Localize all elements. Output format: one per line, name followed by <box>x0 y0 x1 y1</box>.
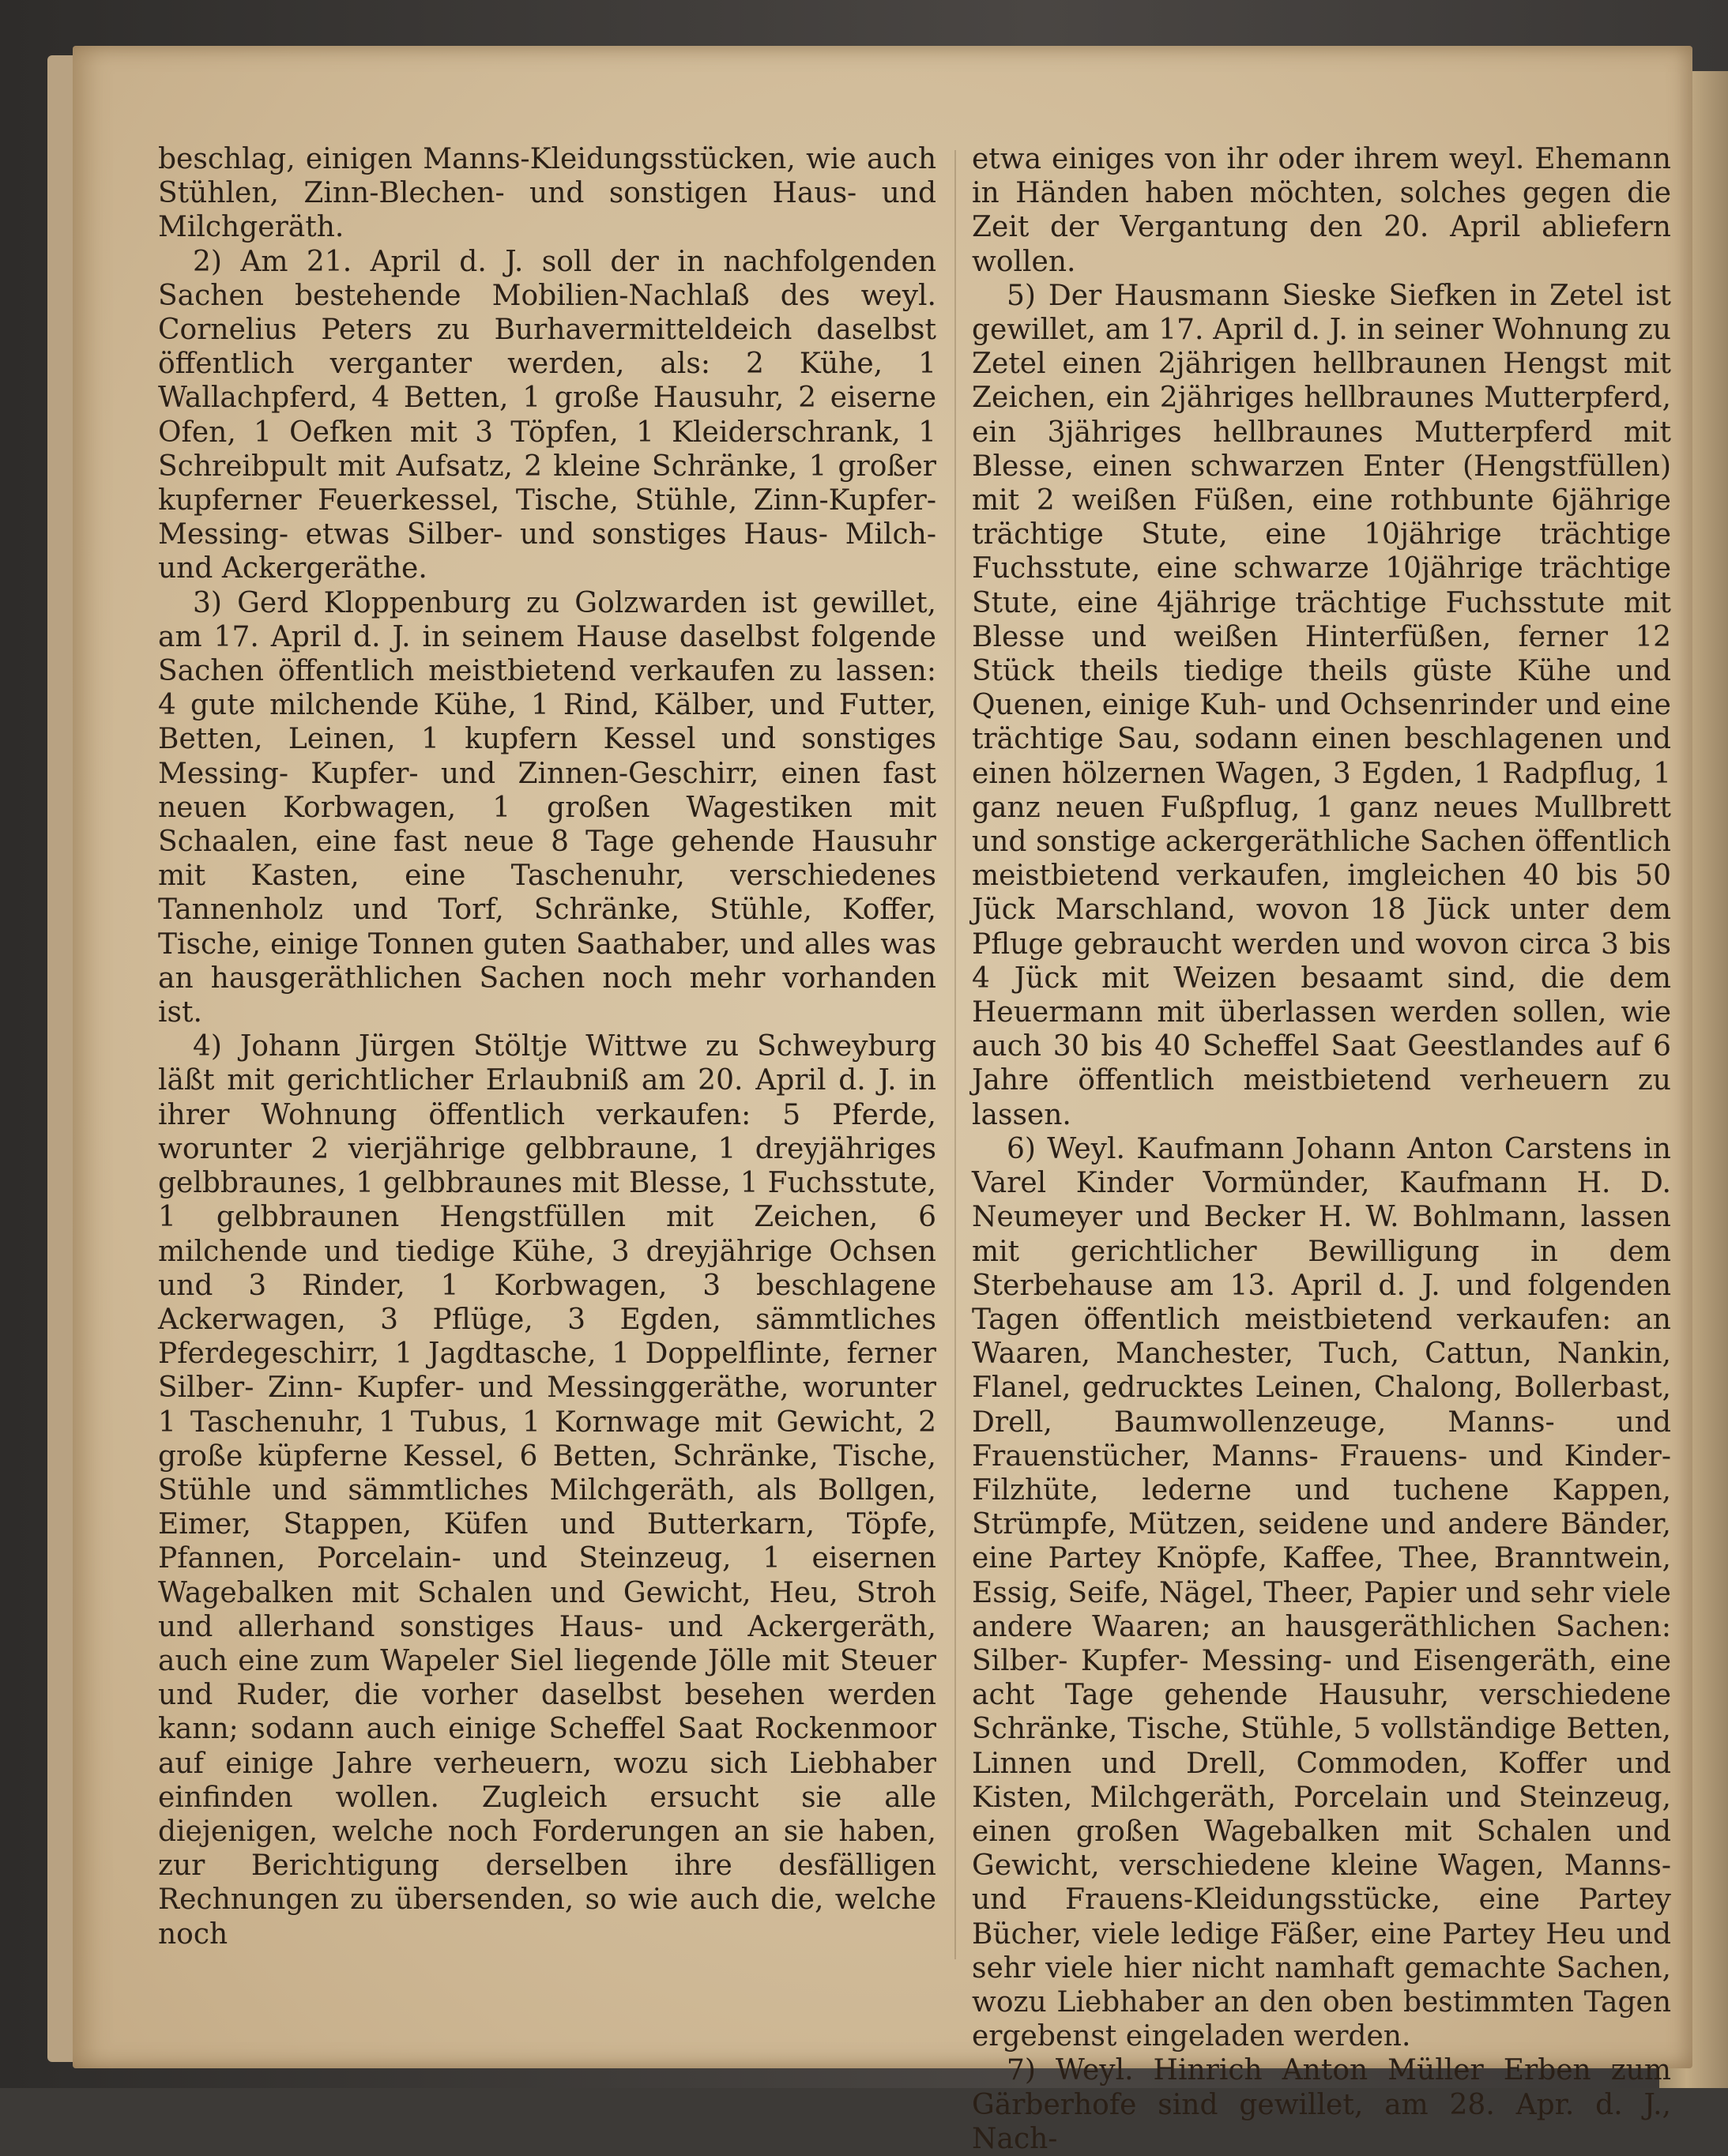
paragraph-item-3: 3) Gerd Kloppenburg zu Golzwarden ist gewillet, am 17. April d. J. in seinem Hause daselbst folgende Sachen öffentlich meistbietend verkaufen zu lassen: 4 gute milchende Kühe, 1 Rind, Kälber, und Futter, Betten, Leinen, 1 kupfern Kessel und sonstiges Messing- Kupfer- und Zinnen-Geschirr, einen fast neuen Korbwagen, 1 großen Wagestiken mit Schaalen, eine fast neue 8 Tage gehende Hausuhr mit Kasten, eine Taschenuhr, verschiedenes Tannenholz und Torf, Schränke, Stühle, Koffer, Tische, einige Tonnen guten Saathaber, und alles was an hausgeräthlichen Sachen noch mehr vorhanden ist. <box>158 586 936 1029</box>
paragraph-item-4: 4) Johann Jürgen Stöltje Wittwe zu Schweyburg läßt mit gerichtlicher Erlaubniß am 20. April d. J. in ihrer Wohnung öffentlich verkaufen: 5 Pferde, worunter 2 vierjährige gelbbraune, 1 dreyjähriges gelbbraunes, 1 gelbbraunes mit Blesse, 1 Fuchsstute, 1 gelbbraunen Hengstfüllen mit Zeichen, 6 milchende und tiedige Kühe, 3 dreyjährige Ochsen und 3 Rinder, 1 Korbwagen, 3 beschlagene Ackerwagen, 3 Pflüge, 3 Egden, sämmtliches Pferdegeschirr, 1 Jagdtasche, 1 Doppelflinte, ferner Silber- Zinn- Kupfer- und Messinggeräthe, worunter 1 Taschenuhr, 1 Tubus, 1 Kornwage mit Gewicht, 2 große küpferne Kessel, 6 Betten, Schränke, Tische, Stühle und sämmtliches Milchgeräth, als Bollgen, Eimer, Stappen, Küfen und Butterkarn, Töpfe, Pfannen, Porcelain- und Steinzeug, 1 eisernen Wagebalken mit Schalen und Gewicht, Heu, Stroh und allerhand sonstiges Haus- und Ackergeräth, auch eine zum Wapeler Siel liegende Jölle mit Steuer und Ruder, die vorher daselbst besehen werden kann; sodann auch einige Scheffel Saat Rockenmoor auf einige Jahre verheuern, wozu sich Liebhaber einfinden wollen. Zugleich ersucht sie alle diejenigen, welche noch Forderungen an sie haben, zur Berichtigung derselben ihre desfälligen Rechnungen zu übersenden, so wie auch die, welche noch <box>158 1030 936 1951</box>
column-divider <box>954 150 956 1959</box>
paragraph-item-6: 6) Weyl. Kaufmann Johann Anton Carstens in Varel Kinder Vormünder, Kaufmann H. D. Neumeyer und Becker H. W. Bohlmann, lassen mit gerichtlicher Bewilligung in dem Sterbehause am 13. April d. J. und folgenden Tagen öffentlich meistbietend verkaufen: an Waaren, Manchester, Tuch, Cattun, Nankin, Flanel, gedrucktes Leinen, Chalong, Bollerbast, Drell, Baumwollenzeuge, Manns- und Frauenstücher, Manns- Frauens- und Kinder-Filzhüte, lederne und tuchene Kappen, Strümpfe, Mützen, seidene und andere Bänder, eine Partey Knöpfe, Kaffee, Thee, Branntwein, Essig, Seife, Nägel, Theer, Papier und sehr viele andere Waaren; an hausgeräthlichen Sachen: Silber- Kupfer- Messing- und Eisengeräth, eine acht Tage gehende Hausuhr, verschiedene Schränke, Tische, Stühle, 5 vollständige Betten, Linnen und Drell, Commoden, Koffer und Kisten, Milchgeräth, Porcelain und Steinzeug, einen großen Wagebalken mit Schalen und Gewicht, verschiedene kleine Wagen, Manns- und Frauens-Kleidungsstücke, eine Partey Bücher, viele ledige Fäßer, eine Partey Heu und sehr viele hier nicht namhaft gemachte Sachen, wozu Liebhaber an den oben bestimmten Tagen ergebenst eingeladen werden. <box>972 1132 1671 2053</box>
right-column <box>972 142 1671 2156</box>
paragraph-item-7: 7) Weyl. Hinrich Anton Müller Erben zum Gärberhofe sind gewillet, am 28. Apr. d. J., Nach- <box>972 2054 1671 2155</box>
paragraph-continuation: beschlag, einigen Manns-Kleidungsstücken, wie auch Stühlen, Zinn-Blechen- und sonstigen Haus- und Milchgeräth. <box>158 143 936 244</box>
paragraph-item-5: 5) Der Hausmann Sieske Siefken in Zetel ist gewillet, am 17. April d. J. in seiner Wohnung zu Zetel einen 2jährigen hellbraunen Hengst mit Zeichen, ein 2jähriges hellbraunes Mutterpferd, ein 3jähriges hellbraunes Mutterpferd mit Blesse, einen schwarzen Enter (Hengstfüllen) mit 2 weißen Füßen, eine rothbunte 6jährige trächtige Stute, eine 10jährige trächtige Fuchsstute, eine schwarze 10jährige trächtige Stute, eine 4jährige trächtige Fuchsstute mit Blesse und weißen Hinterfüßen, ferner 12 Stück theils tiedige theils güste Kühe und Quenen, einige Kuh- und Ochsenrinder und eine trächtige Sau, sodann einen beschlagenen und einen hölzernen Wagen, 3 Egden, 1 Radpflug, 1 ganz neuen Fußpflug, 1 ganz neues Mullbrett und sonstige ackergeräthliche Sachen öffentlich meistbietend verkaufen, imgleichen 40 bis 50 Jück Marschland, wovon 18 Jück unter dem Pfluge gebraucht werden und wovon circa 3 bis 4 Jück mit Weizen besaamt sind, die dem Heuermann mit überlassen werden sollen, wie auch 30 bis 40 Scheffel Saat Geestlandes auf 6 Jahre öffentlich meistbietend verheuern zu lassen. <box>972 279 1671 1131</box>
paragraph-continuation: etwa einiges von ihr oder ihrem weyl. Ehemann in Händen haben möchten, solches gegen die Zeit der Vergantung den 20. April abliefern wollen. <box>972 143 1671 278</box>
left-column <box>158 142 936 1951</box>
paragraph-item-2: 2) Am 21. April d. J. soll der in nachfolgenden Sachen bestehende Mobilien-Nachlaß des weyl. Cornelius Peters zu Burhavermitteldeich daselbst öffentlich verganter werden, als: 2 Kühe, 1 Wallachpferd, 4 Betten, 1 große Hausuhr, 2 eiserne Ofen, 1 Oefken mit 3 Töpfen, 1 Kleiderschrank, 1 Schreibpult mit Aufsatz, 2 kleine Schränke, 1 großer kupferner Feuerkessel, Tische, Stühle, Zinn-Kupfer- Messing- etwas Silber- und sonstiges Haus- Milch- und Ackergeräthe. <box>158 245 936 585</box>
